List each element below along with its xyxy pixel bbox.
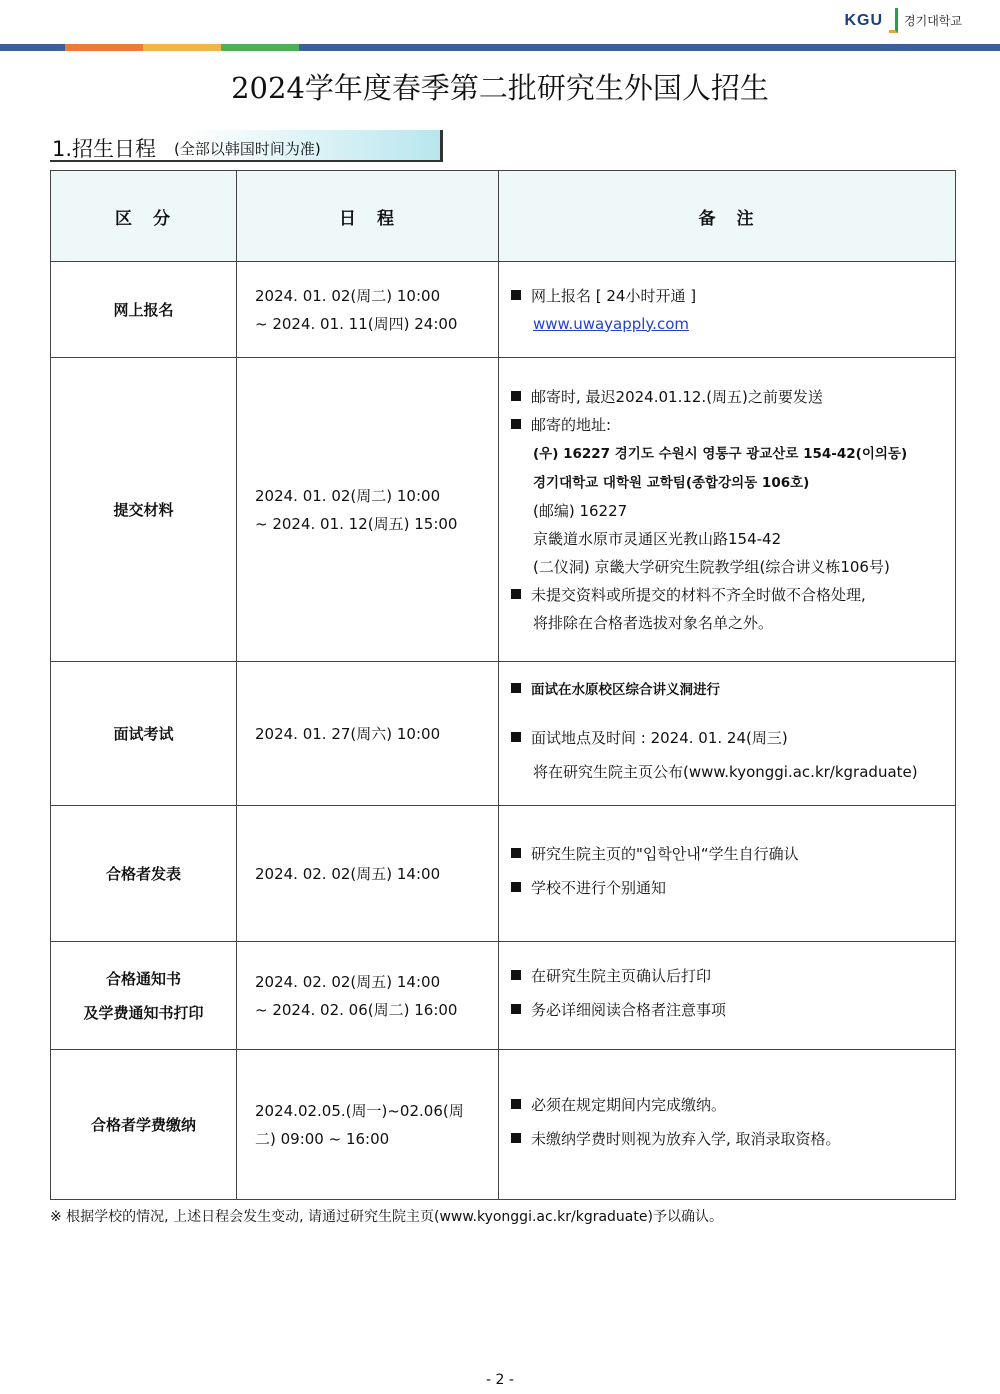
bullet-square-icon [511, 970, 521, 980]
note-line [511, 724, 954, 752]
note-line [511, 840, 954, 868]
row-dates [237, 806, 499, 942]
note-line [511, 1091, 954, 1119]
note-text: 学校不进行个别通知 [531, 878, 667, 897]
note-text: 面试地点及时间 : 2024. 01. 24(周三) [531, 729, 788, 747]
stripe-segment [143, 44, 221, 51]
date-line: ~ 2024. 01. 12(周五) 15:00 [255, 514, 458, 533]
category-line: 面试考试 [113, 724, 174, 743]
date-line: 2024. 02. 02(周五) 14:00 [255, 864, 441, 883]
note-text: (二仪洞) 京畿大学研究生院教学组(综合讲义栋106号) [533, 557, 890, 576]
note-line [511, 675, 954, 704]
row-notes [499, 806, 956, 942]
table-row [51, 942, 956, 1050]
category-line: 合格者发表 [105, 864, 181, 883]
note-text: 务必详细阅读合格者注意事项 [531, 1000, 727, 1019]
section-title: 1.招生日程 [52, 137, 157, 161]
section-heading [50, 130, 443, 162]
note-text: 网上报名 [ 24小时开通 ] [531, 286, 697, 305]
note-line [511, 996, 954, 1024]
date-line: ~ 2024. 01. 11(周四) 24:00 [255, 314, 458, 333]
note-line [511, 497, 954, 525]
page-number: - 2 - [486, 1372, 514, 1388]
logo-text: 경기대학교 [904, 14, 962, 28]
date-line: ~ 2024. 02. 06(周二) 16:00 [255, 1000, 458, 1019]
bullet-square-icon [511, 589, 521, 599]
table-row [51, 806, 956, 942]
bullet-square-icon [511, 419, 521, 429]
note-text: 경기대학교 대학원 교학팀(종합강의동 106호) [533, 474, 810, 491]
row-dates [237, 262, 499, 358]
note-text: 研究生院主页的"입학안내“学生自行确认 [531, 844, 799, 863]
apply-link[interactable]: www.uwayapply.com [533, 314, 689, 333]
note-line [511, 1125, 954, 1153]
row-category [51, 942, 237, 1050]
logo-mark: KGU [844, 11, 884, 29]
note-text: (邮编) 16227 [533, 501, 628, 520]
header-category: 区 分 [51, 171, 237, 262]
note-text: 必须在规定期间内完成缴纳。 [531, 1095, 727, 1114]
note-text: 面试在水原校区综合讲义洞进行 [531, 682, 720, 698]
header-schedule: 日 程 [237, 171, 499, 262]
table-row [51, 1050, 956, 1200]
category-line: 合格通知书 [105, 969, 181, 988]
note-line [511, 411, 954, 439]
stripe-segment [221, 44, 299, 51]
bullet-square-icon [511, 1099, 521, 1109]
stripe-segment [65, 44, 143, 51]
note-line [511, 310, 954, 338]
row-dates [237, 1050, 499, 1200]
bullet-square-icon [511, 732, 521, 742]
stripe-segment [0, 44, 65, 51]
schedule-table [50, 170, 956, 1200]
bullet-square-icon [511, 1133, 521, 1143]
note-text: (우) 16227 경기도 수원시 영통구 광교산로 154-42(이의동) [533, 445, 908, 462]
note-line [511, 581, 954, 609]
note-text: 未提交资料或所提交的材料不齐全时做不合格处理, [531, 585, 866, 604]
row-notes [499, 262, 956, 358]
row-notes [499, 662, 956, 806]
category-line: 及学费通知书打印 [83, 1003, 204, 1022]
table-row [51, 262, 956, 358]
row-dates [237, 662, 499, 806]
table-row [51, 662, 956, 806]
note-line [511, 525, 954, 553]
row-category [51, 806, 237, 942]
header-color-stripe [0, 44, 1000, 51]
date-line: 2024.02.05.(周一)~02.06(周 [255, 1101, 464, 1120]
page-title: 2024学年度春季第二批研究生外国人招生 [231, 71, 769, 105]
category-line: 合格者学费缴纳 [90, 1115, 196, 1134]
date-line: 2024. 01. 02(周二) 10:00 [255, 286, 441, 305]
bullet-square-icon [511, 391, 521, 401]
stripe-segment [299, 44, 1000, 51]
category-line: 网上报名 [113, 300, 174, 319]
table-row [51, 358, 956, 662]
bullet-square-icon [511, 882, 521, 892]
note-line [511, 874, 954, 902]
note-line [511, 553, 954, 581]
row-dates [237, 942, 499, 1050]
bullet-square-icon [511, 848, 521, 858]
category-line: 提交材料 [113, 500, 174, 519]
table-header-row [51, 171, 956, 262]
row-category [51, 662, 237, 806]
date-line: 2024. 02. 02(周五) 14:00 [255, 972, 441, 991]
note-line [511, 962, 954, 990]
note-line [511, 282, 954, 310]
bullet-square-icon [511, 683, 521, 693]
note-line [511, 609, 954, 637]
bullet-square-icon [511, 1004, 521, 1014]
row-notes [499, 1050, 956, 1200]
row-notes [499, 942, 956, 1050]
note-text: 邮寄的地址: [531, 415, 612, 434]
row-dates [237, 358, 499, 662]
note-text: 京畿道水原市灵通区光教山路154-42 [533, 529, 782, 548]
date-line: 2024. 01. 02(周二) 10:00 [255, 486, 441, 505]
note-line [511, 439, 954, 468]
note-text: 邮寄时, 最迟2024.01.12.(周五)之前要发送 [531, 387, 823, 406]
row-category [51, 1050, 237, 1200]
section-subtitle: (全部以韩国时间为准) [174, 140, 321, 158]
note-text: 将排除在合格者选拔对象名单之外。 [533, 613, 774, 632]
note-line [511, 758, 954, 786]
date-line: 二) 09:00 ~ 16:00 [255, 1129, 390, 1148]
logo-bracket-icon [889, 8, 898, 33]
row-category [51, 262, 237, 358]
university-logo [844, 8, 962, 33]
row-notes [499, 358, 956, 662]
note-text: 将在研究生院主页公布(www.kyonggi.ac.kr/kgraduate) [533, 763, 918, 781]
bullet-square-icon [511, 290, 521, 300]
note-text: 在研究生院主页确认后打印 [531, 966, 712, 985]
note-line [511, 468, 954, 497]
note-line [511, 383, 954, 411]
note-text: 未缴纳学费时则视为放弃入学, 取消录取资格。 [531, 1129, 841, 1148]
footnote: ※ 根据学校的情况, 上述日程会发生变动, 请通过研究生院主页(www.kyonggi.ac.kr/kgraduate)予以确认。 [50, 1209, 723, 1225]
date-line: 2024. 01. 27(周六) 10:00 [255, 724, 441, 743]
row-category [51, 358, 237, 662]
header-notes: 备 注 [499, 171, 956, 262]
